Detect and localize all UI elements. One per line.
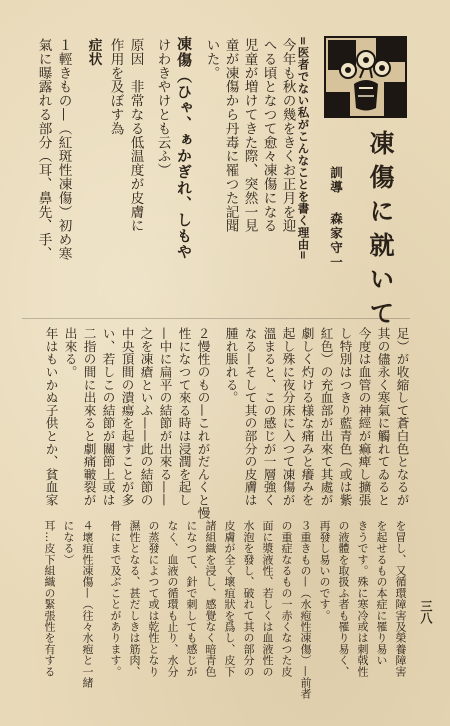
body-line: の蒸發によつて或は乾性となり bbox=[147, 520, 160, 677]
body-line: きうです。殊に寒冷或は刺戟性 bbox=[356, 520, 369, 677]
body-line: になつて、針で刺しても感じが bbox=[185, 520, 198, 677]
page-number: 三八 bbox=[419, 600, 433, 624]
article-title: 凍傷に就いて bbox=[366, 130, 395, 334]
intro-line-4: 童が凍傷から丹毒に罹つた記聞 bbox=[222, 38, 239, 233]
block-divider bbox=[22, 318, 410, 319]
body-line: し特別はつきり藍青色（或は紫 bbox=[337, 327, 353, 507]
body-line: 皮膚が全く壞疽狀を爲し、皮下 bbox=[223, 520, 236, 677]
body-line: 足）が收縮して蒼白色となるが bbox=[394, 327, 410, 507]
section-heading: 凍傷（ひゃ、ぁかぎれ、しもや bbox=[175, 36, 193, 260]
body-line: ４壞疽性凍傷—（往々水疱と一緒 bbox=[81, 520, 94, 688]
body-line: 今度は血管の神經が痲痺し擴張 bbox=[356, 327, 372, 507]
body-line: 濕性となる、甚だしきは筋肉、 bbox=[128, 520, 141, 677]
flower-vase-icon bbox=[326, 38, 405, 116]
woodcut-illustration bbox=[324, 36, 407, 118]
body-line: 腫れ脹れる。 bbox=[223, 327, 239, 404]
intro-line-3: 児童が増けてきた際、突然一見 bbox=[241, 38, 258, 233]
body-line: 起し殊に夜分床に入つて凍傷が bbox=[280, 327, 296, 507]
reason-note: =医者でない私がこんなことを書く理由= bbox=[296, 36, 311, 261]
symptoms-label: 症状 bbox=[85, 38, 102, 66]
section-heading-cont: けわきやけとも云ふ） bbox=[154, 38, 171, 177]
intro-line-2: へる頃となつて愈々凍傷になる bbox=[260, 38, 277, 233]
body-line: 溫まると、この感じが一層強く bbox=[261, 327, 277, 507]
body-line: 骨にまで及ぶことがあります。 bbox=[109, 520, 122, 677]
body-line: の重症なるもの一赤くなつた皮 bbox=[280, 520, 293, 677]
body-line: 其の儘永く寒氣に觸れてゐると bbox=[375, 327, 391, 507]
intro-line-5: いた。 bbox=[203, 38, 220, 80]
item1-line-2: 氣に曝露れる部分（耳、鼻先、手、 bbox=[35, 38, 52, 261]
cause-line-1: 原因 非常なる低温度が皮膚に bbox=[127, 38, 144, 233]
cause-line-2: 作用を及ぼす為 bbox=[107, 38, 124, 136]
body-line: になる） bbox=[62, 520, 75, 565]
byline-label: 訓導 bbox=[328, 166, 344, 195]
body-line: 二指の間に出來ると劇痛皸裂が bbox=[81, 327, 97, 507]
body-line: なく、血液の循環も止り、水分 bbox=[166, 520, 179, 677]
body-line: 再發し易いのです。 bbox=[318, 520, 331, 621]
intro-line-1: 今年も秋の幾をきくお正月を迎 bbox=[279, 38, 296, 233]
body-line: 年はもいかぬ子供とか、貧血家 bbox=[43, 327, 59, 507]
body-line: 諸組織を浸し、感覺なく暗青色 bbox=[204, 520, 217, 677]
body-line: の液體を取扱ふ者も罹り易く、 bbox=[337, 520, 350, 677]
body-line: 出來る。 bbox=[62, 327, 78, 379]
body-line: 紅色）の充血部が出來て其處が bbox=[318, 327, 334, 507]
byline-name: 森家守一 bbox=[328, 212, 344, 270]
body-line: ２慢性のもの—これがだんくと慢 bbox=[195, 327, 211, 519]
item1-line-1: １輕きもの—（紅斑性凍傷）初め寒 bbox=[55, 38, 72, 261]
body-line: 劇しく灼ける様な痛みと癢みを bbox=[299, 327, 315, 507]
body-line: ３重きもの—（水疱性凍傷）—前者 bbox=[299, 520, 312, 700]
body-line: 之を凍瘡といふ——此の結節の bbox=[138, 327, 154, 507]
body-line: い、若しこの結節が關節上或は bbox=[100, 327, 116, 507]
body-line: 面に漿液性、若しくは血液性の bbox=[261, 520, 274, 677]
body-line: —中に扁平の結節が出來る—— bbox=[157, 327, 173, 507]
body-line: 中央頂間の潰瘍を起すことが多 bbox=[119, 327, 135, 507]
body-line: 耳…皮下組織の緊張性を有する bbox=[43, 520, 56, 677]
body-line: なる—そして其の部分の皮膚は bbox=[242, 327, 258, 507]
body-line: を冒し、又循環障害及榮養障害 bbox=[394, 520, 407, 677]
body-line: 性になつて來る時は浸潤を起し bbox=[176, 327, 192, 507]
body-line: を起せるもの本症に罹り易い bbox=[375, 520, 388, 666]
body-line: 水泡を發し、破れて其の部分の bbox=[242, 520, 255, 677]
